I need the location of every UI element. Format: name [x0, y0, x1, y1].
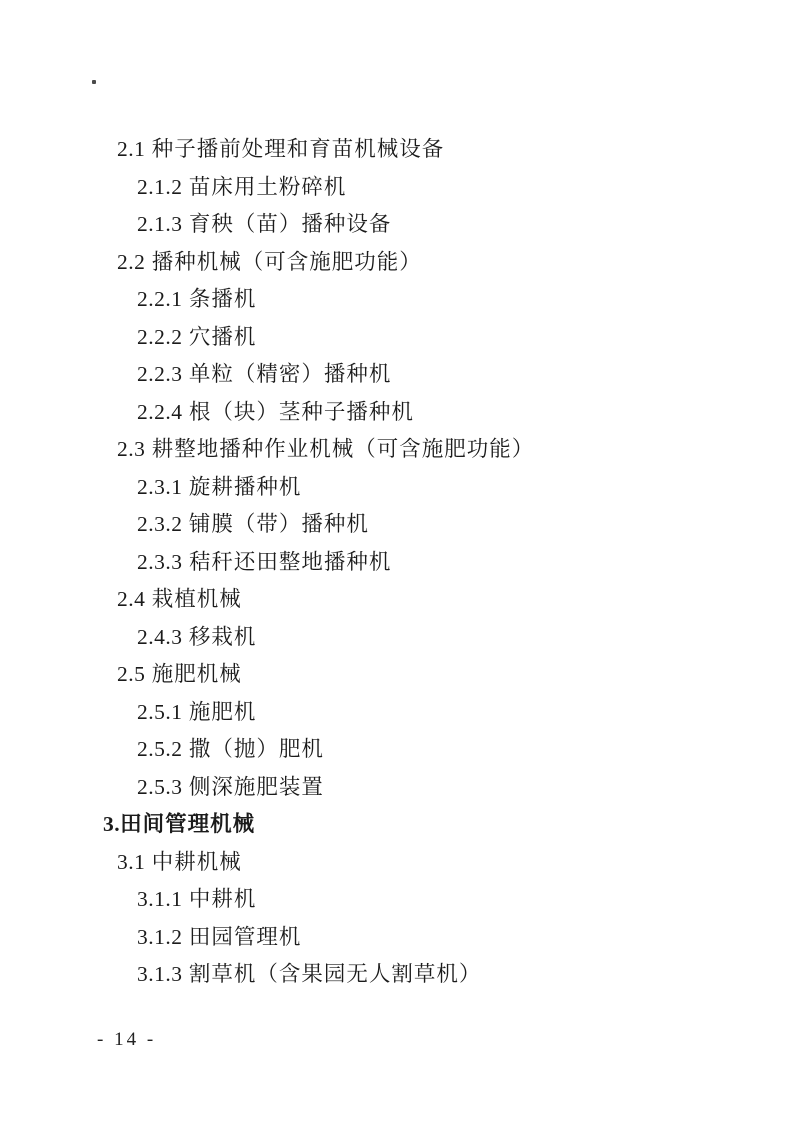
toc-item-number: 2.1.3: [137, 212, 183, 236]
toc-item: [0, 506, 789, 544]
toc-item-number: 2.3.2: [137, 512, 183, 536]
toc-item-label: 耕整地播种作业机械（可含施肥功能）: [145, 437, 535, 461]
toc-item: [0, 731, 789, 769]
scan-artifact-dot: [92, 80, 96, 84]
toc-item: [0, 919, 789, 957]
toc-item-label: 中耕机械: [145, 849, 242, 874]
toc-item: [0, 769, 789, 807]
toc-item-label: 铺膜（带）播种机: [182, 512, 369, 536]
toc-item-number: 3.1.1: [137, 887, 183, 911]
toc-item-number: 2.2: [117, 249, 146, 274]
toc-item: [0, 131, 789, 169]
toc-item-label: 播种机械（可含施肥功能）: [145, 249, 422, 274]
toc-item-number: 2.2.1: [137, 287, 183, 311]
toc-item-label: 育秧（苗）播种设备: [182, 212, 392, 236]
toc-item-label: 割草机（含果园无人割草机）: [182, 962, 482, 986]
toc-item: [0, 206, 789, 244]
toc-item-number: 2.2.3: [137, 362, 183, 386]
toc-item: [0, 619, 789, 657]
toc-item-label: 穴播机: [182, 324, 257, 349]
toc-item: [0, 806, 789, 844]
toc-item: [0, 469, 789, 507]
toc-item-label: 栽植机械: [145, 587, 242, 611]
toc-item-number: 2.4: [117, 587, 146, 611]
toc-item-label: 单粒（精密）播种机: [182, 362, 392, 386]
toc-item-number: 2.3: [117, 437, 146, 461]
machinery-category-list: [0, 131, 789, 994]
toc-item-label: 中耕机: [182, 887, 257, 911]
toc-item-number: 2.3.1: [137, 474, 183, 499]
page-number: - 14 -: [97, 1029, 157, 1050]
toc-item-label: 根（块）茎种子播种机: [182, 399, 414, 424]
toc-item-number: 2.5.3: [137, 774, 183, 799]
toc-item: [0, 169, 789, 207]
toc-item: [0, 319, 789, 357]
toc-item-label: 种子播前处理和育苗机械设备: [145, 137, 445, 161]
toc-item-number: 2.1.2: [137, 174, 183, 199]
toc-item-number: 2.2.2: [137, 324, 183, 349]
toc-item: [0, 431, 789, 469]
toc-item-number: 2.5.2: [137, 737, 183, 761]
toc-item-label: 秸秆还田整地播种机: [182, 549, 392, 574]
toc-item-number: 2.1: [117, 137, 146, 161]
toc-item: [0, 844, 789, 882]
toc-item-label: 移栽机: [182, 624, 257, 649]
toc-item-label: 施肥机: [182, 699, 257, 724]
toc-item-label: 条播机: [182, 287, 257, 311]
toc-item-number: 3.1: [117, 849, 146, 874]
toc-item: [0, 881, 789, 919]
toc-item: [0, 956, 789, 994]
toc-item: [0, 244, 789, 282]
toc-item: [0, 656, 789, 694]
toc-item-number: 2.5.1: [137, 699, 183, 724]
toc-item-number: 2.3.3: [137, 549, 183, 574]
toc-item-label: 施肥机械: [145, 662, 242, 686]
toc-item-label: 撒（抛）肥机: [182, 737, 324, 761]
toc-item: [0, 694, 789, 732]
toc-item: [0, 356, 789, 394]
toc-item-number: 2.4.3: [137, 624, 183, 649]
toc-item-number: 2.5: [117, 662, 146, 686]
toc-item: [0, 281, 789, 319]
toc-item-label: 苗床用土粉碎机: [182, 174, 347, 199]
toc-item-number: 2.2.4: [137, 399, 183, 424]
toc-item-label: 旋耕播种机: [182, 474, 302, 499]
toc-item: [0, 394, 789, 432]
toc-item: [0, 581, 789, 619]
toc-item-number: 3.1.3: [137, 962, 183, 986]
toc-item: [0, 544, 789, 582]
toc-item-label: 侧深施肥装置: [182, 774, 324, 799]
toc-item-number: 3.1.2: [137, 924, 183, 949]
toc-item-label: 田间管理机械: [120, 812, 256, 836]
toc-item-label: 田园管理机: [182, 924, 302, 949]
toc-item-number: 3.: [103, 812, 121, 836]
